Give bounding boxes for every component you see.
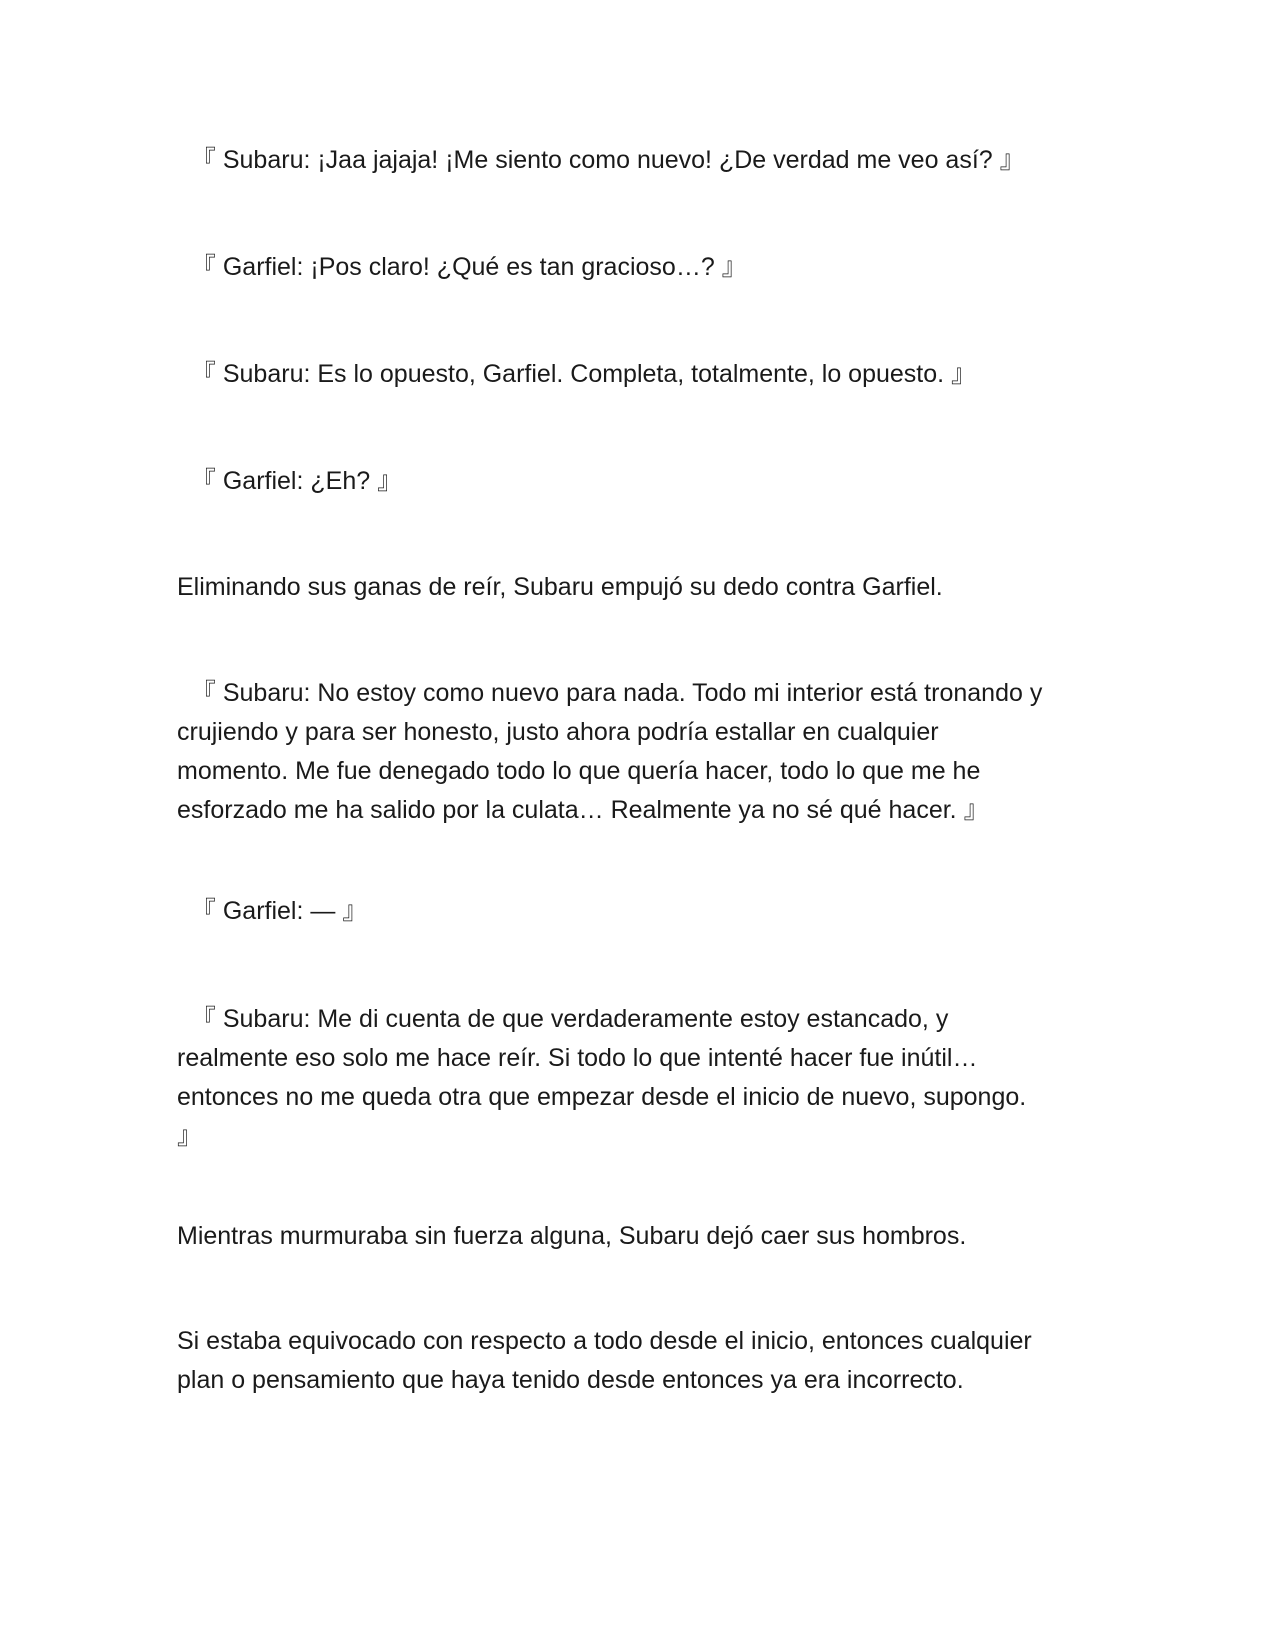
- dialogue-subaru-4: [177, 1000, 1107, 1156]
- indent: [177, 467, 191, 495]
- dialogue-garfiel-3: [177, 892, 1107, 931]
- narration-line: plan o pensamiento que haya tenido desde entonces ya era incorrecto.: [177, 1366, 964, 1394]
- indent: [177, 679, 191, 707]
- dialogue-garfiel-1: [177, 248, 1107, 287]
- narration-text: Eliminando sus ganas de reír, Subaru empujó su dedo contra Garfiel.: [177, 573, 943, 601]
- dialogue-line: 』: [177, 1122, 203, 1150]
- indent: [177, 360, 191, 388]
- indent: [177, 1005, 191, 1033]
- indent: [177, 146, 191, 174]
- narration-3: [177, 1322, 1107, 1400]
- dialogue-text: 『 Garfiel: ¡Pos claro! ¿Qué es tan gracioso…? 』: [190, 253, 747, 281]
- indent: [177, 897, 191, 925]
- dialogue-line: realmente eso solo me hace reír. Si todo lo que intenté hacer fue inútil…: [177, 1044, 978, 1072]
- dialogue-garfiel-2: [177, 462, 1107, 501]
- dialogue-text: 『 Subaru: ¡Jaa jajaja! ¡Me siento como nuevo! ¿De verdad me veo así? 』: [190, 146, 1025, 174]
- narration-line: Si estaba equivocado con respecto a todo desde el inicio, entonces cualquier: [177, 1327, 1032, 1355]
- narration-text: Mientras murmuraba sin fuerza alguna, Subaru dejó caer sus hombros.: [177, 1222, 967, 1250]
- dialogue-subaru-2: [177, 355, 1107, 394]
- indent: [177, 253, 191, 281]
- dialogue-text: 『 Garfiel: ¿Eh? 』: [190, 467, 403, 495]
- dialogue-line: esforzado me ha salido por la culata… Realmente ya no sé qué hacer. 』: [177, 796, 989, 824]
- dialogue-line: entonces no me queda otra que empezar desde el inicio de nuevo, supongo.: [177, 1083, 1027, 1111]
- dialogue-line: 『 Subaru: No estoy como nuevo para nada. Todo mi interior está tronando y: [190, 679, 1043, 707]
- dialogue-text: 『 Garfiel: — 』: [190, 897, 368, 925]
- dialogue-text: 『 Subaru: Es lo opuesto, Garfiel. Completa, totalmente, lo opuesto. 』: [190, 360, 977, 388]
- dialogue-line: momento. Me fue denegado todo lo que quería hacer, todo lo que me he: [177, 757, 981, 785]
- dialogue-line: crujiendo y para ser honesto, justo ahora podría estallar en cualquier: [177, 718, 939, 746]
- narration-2: [177, 1217, 1107, 1256]
- dialogue-subaru-3: [177, 674, 1107, 830]
- dialogue-line: 『 Subaru: Me di cuenta de que verdaderamente estoy estancado, y: [190, 1005, 949, 1033]
- dialogue-subaru-1: [177, 141, 1107, 180]
- narration-1: [177, 568, 1107, 607]
